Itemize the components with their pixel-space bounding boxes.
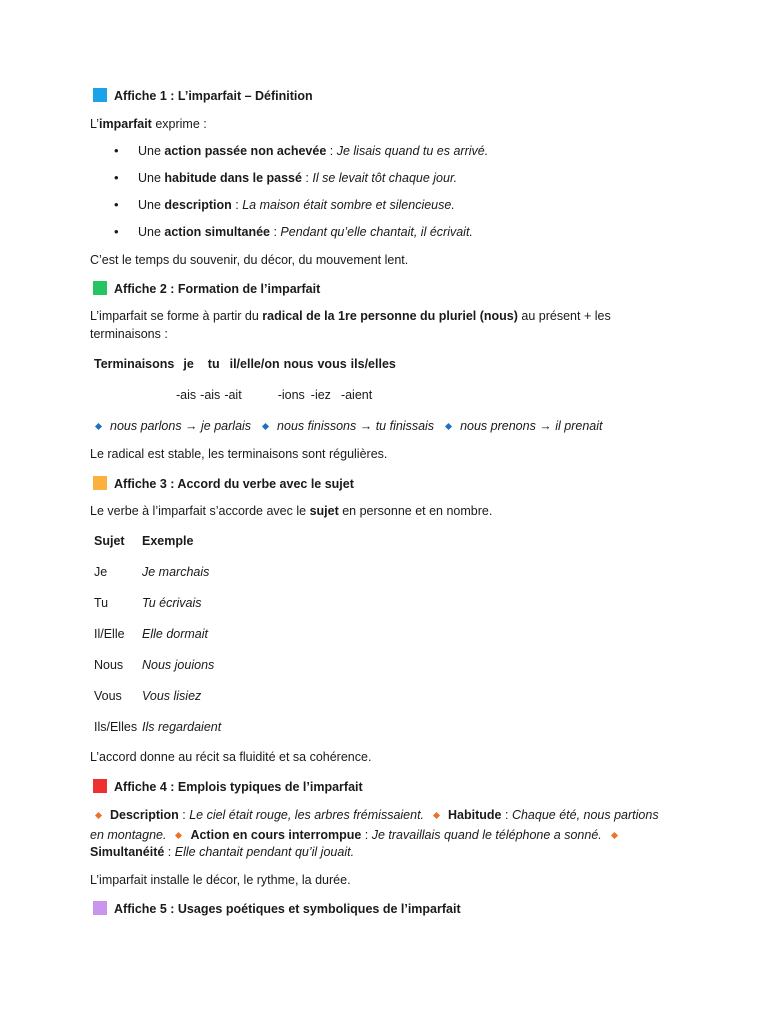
section-3-heading xyxy=(93,476,354,492)
orange-diamond-icon xyxy=(433,812,440,819)
s4-conclusion: L’imparfait installe le décor, le rythme, la durée. xyxy=(90,873,351,887)
orange-diamond-icon xyxy=(175,832,182,839)
table-row-subject: Il/Elle xyxy=(94,627,125,641)
s2-conclusion: Le radical est stable, les terminaisons sont régulières. xyxy=(90,447,388,461)
table-row-subject: Nous xyxy=(94,658,124,672)
s1-conclusion: C’est le temps du souvenir, du décor, du mouvement lent. xyxy=(90,253,409,267)
table-row-example: Je marchais xyxy=(142,565,210,579)
s1-bullet-1: Une action passée non achevée : Je lisais quand tu es arrivé. xyxy=(138,144,489,158)
bullet-dot-icon: • xyxy=(114,170,119,185)
endings-row: -ais -ais -ait -ions -iez -aient xyxy=(176,388,373,402)
s1-bullet-2: Une habitude dans le passé : Il se levait tôt chaque jour. xyxy=(138,171,458,185)
section-2-heading xyxy=(93,281,320,297)
table-row-subject: Vous xyxy=(94,689,122,703)
table-row-example: Ils regardaient xyxy=(142,720,222,734)
s4-items-line-1: Description : Le ciel était rouge, les arbres frémissaient. Habitude : Chaque été, nous partions xyxy=(94,807,659,823)
section-1-heading xyxy=(93,88,313,104)
table-row-example: Vous lisiez xyxy=(142,689,202,703)
s3-paragraph: Le verbe à l’imparfait s’accorde avec le sujet en personne et en nombre. xyxy=(90,504,493,518)
bullet-dot-icon: • xyxy=(114,197,119,212)
section-3-title: Affiche 3 : Accord du verbe avec le sujet xyxy=(114,477,354,491)
table-row-subject: Tu xyxy=(94,596,109,610)
endings-table-header: Terminaisons je tu il/elle/on nous vous ils/elles xyxy=(94,357,396,371)
bullet-dot-icon: • xyxy=(114,224,119,239)
s4-items-line-2: en montagne. Action en cours interrompue : Je travaillais quand le téléphone a sonné. xyxy=(90,827,626,843)
table-row-example: Tu écrivais xyxy=(142,596,202,610)
blue-diamond-icon xyxy=(445,423,452,430)
subject-column-header: Sujet xyxy=(94,534,125,548)
s1-intro: L’imparfait exprime : xyxy=(90,117,207,131)
purple-square-icon xyxy=(93,901,107,915)
s1-bullet-4: Une action simultanée : Pendant qu’elle chantait, il écrivait. xyxy=(138,225,473,239)
red-square-icon xyxy=(93,779,107,793)
example-column-header: Exemple xyxy=(142,534,194,548)
table-row-example: Nous jouions xyxy=(142,658,215,672)
s2-paragraph-line-2: terminaisons : xyxy=(90,327,168,341)
s4-items-line-3: Simultanéité : Elle chantait pendant qu’il jouait. xyxy=(90,845,355,859)
table-row-subject: Ils/Elles xyxy=(94,720,138,734)
orange-diamond-icon xyxy=(611,832,618,839)
blue-diamond-icon xyxy=(95,423,102,430)
section-1-title: Affiche 1 : L’imparfait – Définition xyxy=(114,89,313,103)
blue-diamond-icon xyxy=(262,423,269,430)
section-5-heading xyxy=(93,901,461,917)
bullet-dot-icon: • xyxy=(114,143,119,158)
orange-square-icon xyxy=(93,476,107,490)
table-row-subject: Je xyxy=(94,565,108,579)
table-row-example: Elle dormait xyxy=(142,627,208,641)
blue-square-icon xyxy=(93,88,107,102)
section-2-title: Affiche 2 : Formation de l’imparfait xyxy=(114,282,321,296)
green-square-icon xyxy=(93,281,107,295)
section-5-title: Affiche 5 : Usages poétiques et symboliques de l’imparfait xyxy=(114,902,461,916)
s2-paragraph-line-1: L’imparfait se forme à partir du radical de la 1re personne du pluriel (nous) au présent + les xyxy=(90,309,611,323)
section-4-heading xyxy=(93,779,363,795)
section-4-title: Affiche 4 : Emplois typiques de l’imparfait xyxy=(114,780,363,794)
s1-bullet-3: Une description : La maison était sombre et silencieuse. xyxy=(138,198,455,212)
s3-conclusion: L’accord donne au récit sa fluidité et sa cohérence. xyxy=(90,750,372,764)
orange-diamond-icon xyxy=(95,812,102,819)
s2-examples: nous parlons → je parlais nous finissons → tu finissais nous prenons → il prenait xyxy=(94,418,603,434)
